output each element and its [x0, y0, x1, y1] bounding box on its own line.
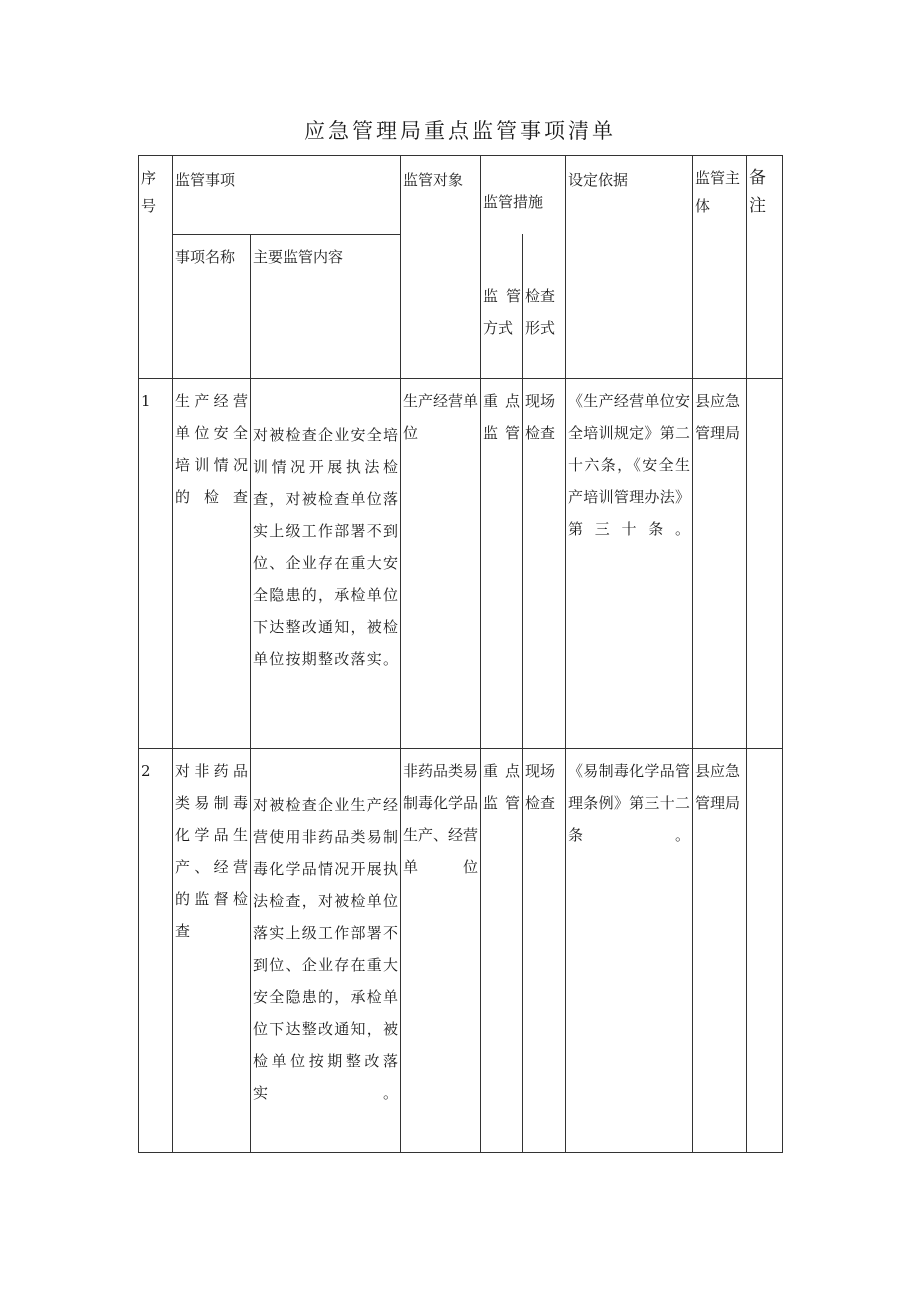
supervision-table — [138, 155, 783, 1153]
row-subject: 县应急管理局 — [693, 749, 747, 1153]
header-measures-label: 监管措施 — [483, 193, 544, 211]
row-target: 非药品类易制毒化学品生产、经营单位 — [401, 749, 481, 1153]
header-seq: 序号 — [139, 156, 173, 379]
header-matter-name: 事项名称 — [173, 235, 251, 379]
row-name: 生产经营单位安全培训情况的检查 — [173, 379, 251, 749]
row-form: 现场检查 — [523, 379, 566, 749]
table-row — [139, 749, 783, 1153]
page-title: 应急管理局重点监管事项清单 — [304, 119, 616, 143]
row-seq: 1 — [139, 379, 173, 749]
row-method: 重点监管 — [481, 749, 523, 1153]
header-method: 监管方式 — [483, 287, 522, 337]
row-basis: 《生产经营单位安全培训规定》第二十六条，《安全生产培训管理办法》第三十条。 — [566, 379, 693, 749]
row-remark — [747, 379, 783, 749]
table-row — [139, 379, 783, 749]
header-main-content: 主要监管内容 — [251, 235, 401, 379]
row-name: 对非药品类易制毒化学品生产、经营的监督检查 — [173, 749, 251, 1153]
row-remark — [747, 749, 783, 1153]
row-subject: 县应急管理局 — [693, 379, 747, 749]
header-measures — [481, 156, 566, 379]
row-form: 现场检查 — [523, 749, 566, 1153]
header-matter: 监管事项 — [173, 156, 401, 235]
header-subject: 监管主体 — [693, 156, 747, 379]
row-content: 对被检查企业安全培训情况开展执法检查，对被检查单位落实上级工作部署不到位、企业存在重大安全隐患的，承检单位下达整改通知，被检单位按期整改落实。 — [251, 379, 401, 749]
row-target: 生产经营单位 — [401, 379, 481, 749]
header-basis: 设定依据 — [566, 156, 693, 379]
row-method: 重点监管 — [481, 379, 523, 749]
header-inspection-form: 检查形式 — [525, 287, 556, 337]
header-remark: 备注 — [747, 156, 783, 379]
row-basis: 《易制毒化学品管理条例》第三十二条。 — [566, 749, 693, 1153]
row-seq: 2 — [139, 749, 173, 1153]
row-content: 对被检查企业生产经营使用非药品类易制毒化学品情况开展执法检查，对被检单位落实上级工作部署不到位、企业存在重大安全隐患的，承检单位下达整改通知，被检单位按期整改落实。 — [251, 749, 401, 1153]
header-target: 监管对象 — [401, 156, 481, 379]
